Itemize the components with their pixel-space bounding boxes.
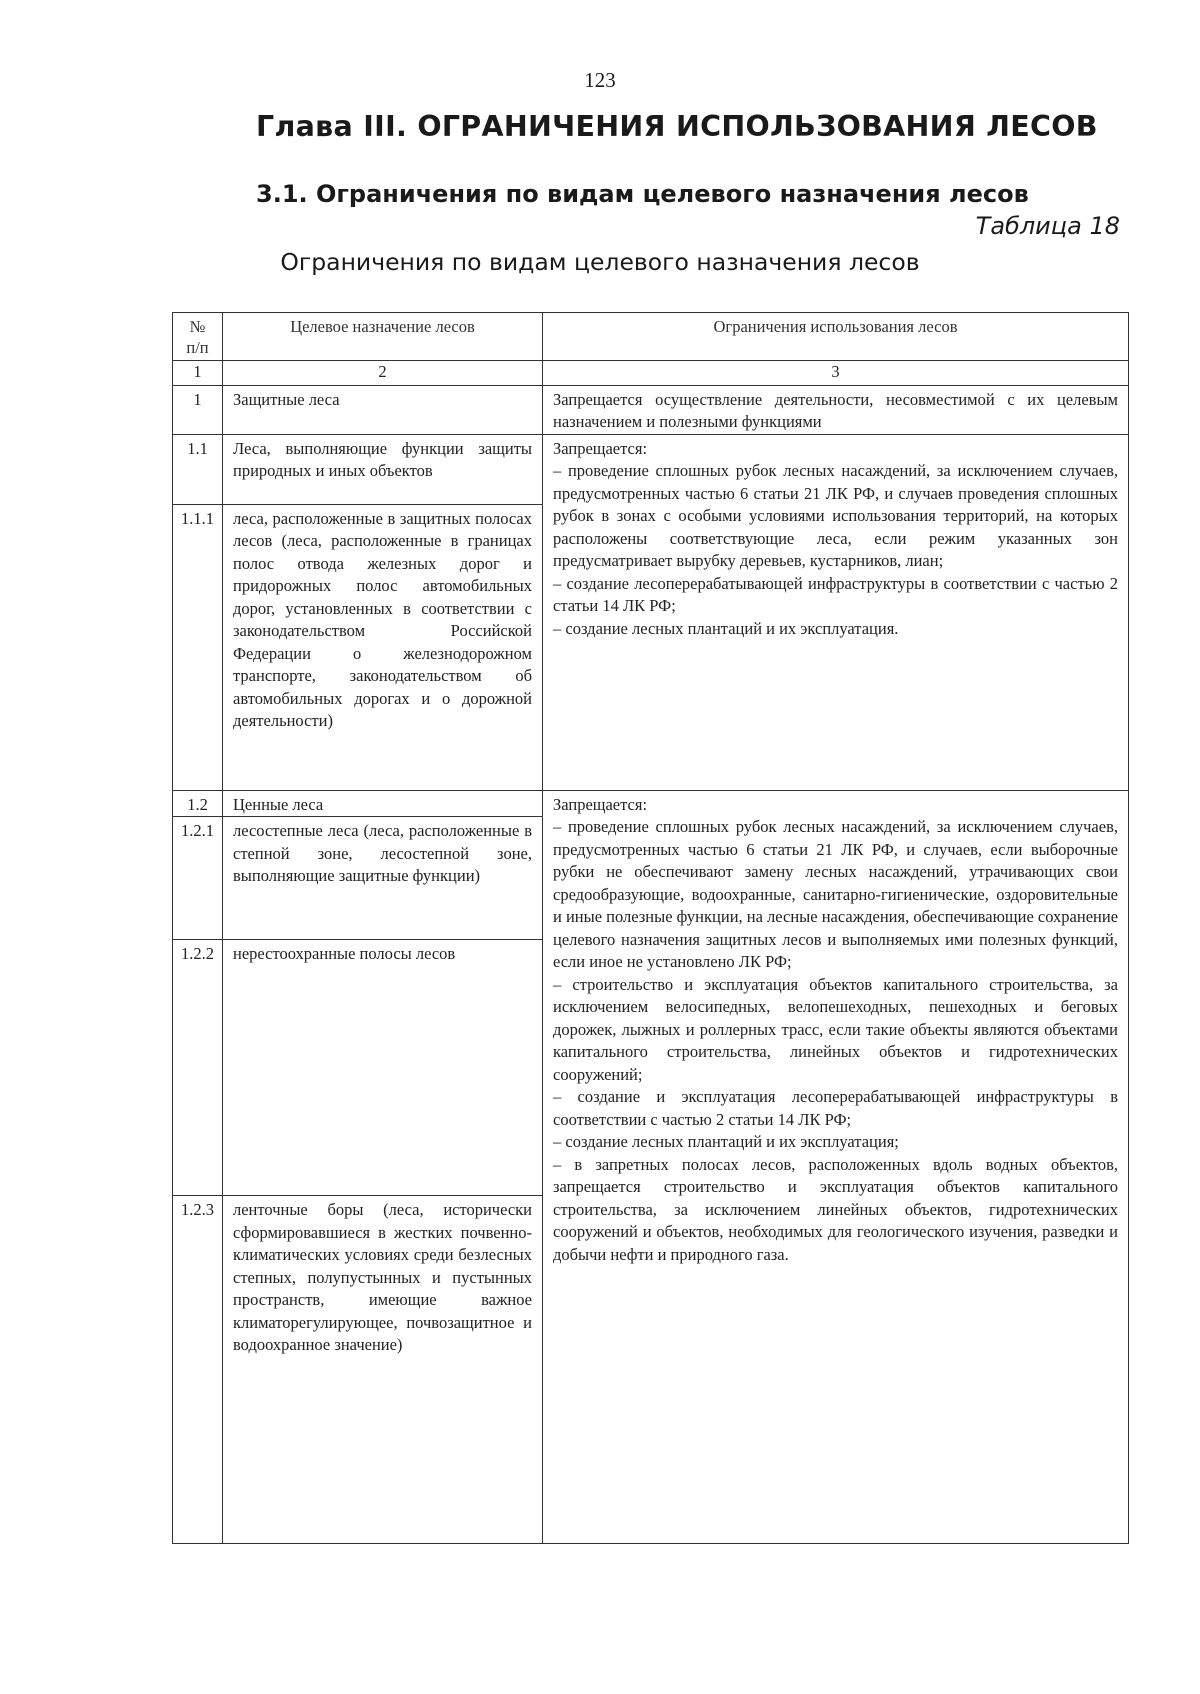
- section-title: 3.1. Ограничения по видам целевого назначения лесов: [256, 180, 1029, 208]
- column-number-1: 1: [173, 360, 223, 385]
- row-num: 1.2.3: [173, 1196, 223, 1544]
- row-purpose: ленточные боры (леса, исторически сформировавшиеся в жестких почвенно-климатических условиях среди безлесных степных, полупустынных и пустынных пространств, имеющие важное климаторегулирующее, почвозащитное и водоохранное значение): [223, 1196, 543, 1544]
- restrictions-heading: Запрещается:: [553, 794, 648, 814]
- table-number: Таблица 18: [975, 212, 1120, 240]
- row-num: 1.2.1: [173, 817, 223, 940]
- restriction-item: – в запретных полосах лесов, расположенных вдоль водных объектов, запрещается строительство и эксплуатация объектов капитального строительства, за исключением линейных объектов, гидротехнических сооружений и объектов, необходимых для геологического изучения, разведки и добычи нефти и природного газа.: [553, 1154, 1118, 1264]
- restriction-item: – строительство и эксплуатация объектов капитального строительства, за исключением велосипедных, велопешеходных, пешеходных и беговых дорожек, лыжных и роллерных трасс, если такие объекты являются объектами капитального строительства, линейных объектов и гидротехнических сооружений;: [553, 974, 1118, 1084]
- row-num: 1: [173, 385, 223, 434]
- column-number-3: 3: [543, 360, 1129, 385]
- header-purpose: Целевое назначение лесов: [223, 313, 543, 361]
- row-purpose: леса, расположенные в защитных полосах лесов (леса, расположенные в границах полос отвода железных дорог и придорожных полос автомобильных дорог, установленных в соответствии с законодательством Российской Федерации о железнодорожном транспорте, законодательством об автомобильных дорогах и о дорожной деятельности): [223, 504, 543, 790]
- header-num: № п/п: [173, 313, 223, 361]
- row-purpose: Леса, выполняющие функции защиты природных и иных объектов: [223, 434, 543, 504]
- row-restrictions: Запрещается осуществление деятельности, несовместимой с их целевым назначением и полезными функциями: [543, 385, 1129, 434]
- row-purpose: Ценные леса: [223, 790, 543, 817]
- restrictions-heading: Запрещается:: [553, 438, 648, 458]
- page-number: 123: [584, 68, 616, 92]
- restriction-item: – создание и эксплуатация лесоперерабатывающей инфраструктуры в соответствии с частью 2 статьи 14 ЛК РФ;: [553, 1087, 1118, 1129]
- restrictions-group-1: [543, 434, 1129, 790]
- restriction-item: – проведение сплошных рубок лесных насаждений, за исключением случаев, предусмотренных частью 6 статьи 21 ЛК РФ, и случаев, если выборочные рубки не обеспечивают замену лесных насаждений, утрачивающих свои средообразующие, водоохранные, санитарно-гигиенические, оздоровительные и иные полезные функции, на лесные насаждения, обеспечивающие сохранение целевого назначения защитных лесов и выполняемых ими полезных функций, если иное не установлено ЛК РФ;: [553, 817, 1119, 971]
- row-purpose: нерестоохранные полосы лесов: [223, 940, 543, 1196]
- restriction-item: – проведение сплошных рубок лесных насаждений, за исключением случаев, предусмотренных частью 6 статьи 21 ЛК РФ, и случаев проведения сплошных рубок в зонах с особыми условиями использования территорий, на которых расположены соответствующие леса, если режим указанных зон предусматривает вырубку деревьев, кустарников, лиан;: [553, 461, 1118, 570]
- row-num: 1.2.2: [173, 940, 223, 1196]
- row-purpose: Защитные леса: [223, 385, 543, 434]
- row-num: 1.1.1: [173, 504, 223, 790]
- table-row: [173, 790, 1129, 817]
- restrictions-group-2: [543, 790, 1129, 1544]
- chapter-title: Глава III. ОГРАНИЧЕНИЯ ИСПОЛЬЗОВАНИЯ ЛЕСОВ: [256, 110, 1098, 143]
- column-number-2: 2: [223, 360, 543, 385]
- header-restrictions: Ограничения использования лесов: [543, 313, 1129, 361]
- restriction-item: – создание лесоперерабатывающей инфраструктуры в соответствии с частью 2 статьи 14 ЛК РФ;: [553, 573, 1118, 615]
- restrictions-table: [172, 312, 1129, 1544]
- table-row: [173, 434, 1129, 504]
- restriction-item: – создание лесных плантаций и их эксплуатация.: [553, 618, 899, 638]
- row-num: 1.1: [173, 434, 223, 504]
- row-purpose: лесостепные леса (леса, расположенные в степной зоне, лесостепной зоне, выполняющие защитные функции): [223, 817, 543, 940]
- restriction-item: – создание лесных плантаций и их эксплуатация;: [553, 1132, 899, 1151]
- table-row: [173, 385, 1129, 434]
- row-num: 1.2: [173, 790, 223, 817]
- table-header-row: [173, 313, 1129, 361]
- table-caption: Ограничения по видам целевого назначения лесов: [280, 248, 920, 276]
- column-number-row: [173, 360, 1129, 385]
